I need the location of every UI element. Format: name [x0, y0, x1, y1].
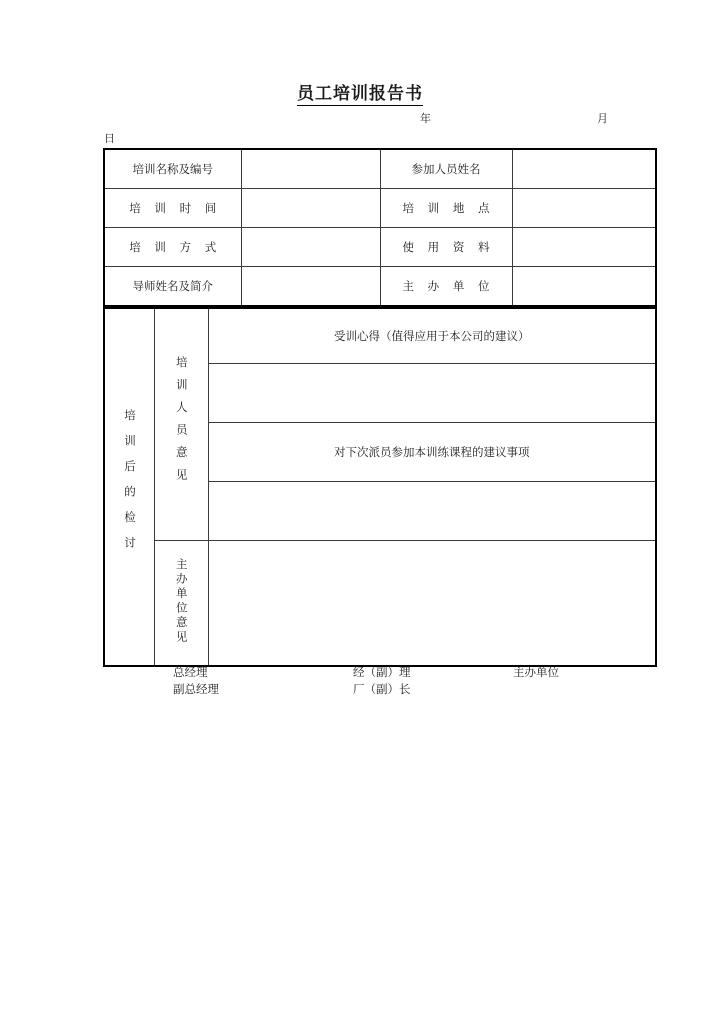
trainee-heading-experience: 受训心得（值得应用于本公司的建议）: [208, 308, 656, 364]
trainee-heading-suggestions: 对下次派员参加本训练课程的建议事项: [208, 423, 656, 482]
field-value-organizer-unit[interactable]: [512, 267, 656, 307]
field-value-training-method[interactable]: [241, 228, 380, 267]
field-label-organizer-unit: 主 办 单 位: [380, 267, 512, 307]
field-value-instructor-info[interactable]: [241, 267, 380, 307]
field-label-instructor-info: 导师姓名及简介: [104, 267, 241, 307]
review-section-label-trainee: [154, 308, 208, 541]
field-label-training-place: 培 训 地 点: [380, 189, 512, 228]
field-label-materials-used: 使 用 资 料: [380, 228, 512, 267]
post-training-review-table: [103, 307, 657, 667]
field-value-participant-name[interactable]: [512, 149, 656, 189]
review-section-label-organizer: [154, 541, 208, 667]
signature-area: [103, 664, 655, 704]
table-row: [104, 228, 656, 267]
table-row: [104, 189, 656, 228]
organizer-opinion-area[interactable]: [208, 541, 656, 667]
field-label-training-time: 培 训 时 间: [104, 189, 241, 228]
date-year-label: 年: [420, 112, 431, 125]
field-value-training-time[interactable]: [241, 189, 380, 228]
signature-line-1: 总经理: [173, 665, 208, 679]
signature-line-1: 经（副）理: [353, 665, 411, 679]
signature-block-manager: [353, 664, 411, 698]
signature-block-general-manager: [173, 664, 219, 698]
signature-line-1: 主办单位: [513, 665, 559, 679]
table-row: [104, 541, 656, 667]
organizer-label-text: 主办单位意见: [174, 558, 189, 645]
page-title: 员工培训报告书: [297, 84, 423, 104]
field-value-materials-used[interactable]: [512, 228, 656, 267]
signature-line-2: 厂（副）长: [353, 682, 411, 696]
signature-line-2: 副总经理: [173, 682, 219, 696]
field-label-training-name: 培训名称及编号: [104, 149, 241, 189]
review-section-label-outer: [104, 308, 154, 666]
field-value-training-name[interactable]: [241, 149, 380, 189]
training-info-table: [103, 148, 657, 307]
date-month-label: 月: [597, 112, 608, 125]
field-label-training-method: 培 训 方 式: [104, 228, 241, 267]
trainee-answer-suggestions[interactable]: [208, 482, 656, 541]
date-day-label: 日: [104, 132, 115, 145]
trainee-answer-experience[interactable]: [208, 364, 656, 423]
table-row: [104, 308, 656, 364]
field-label-participant-name: 参加人员姓名: [380, 149, 512, 189]
trainee-label-text: 培训人员意见: [174, 355, 189, 491]
signature-block-organizer-unit: [513, 664, 559, 681]
table-row: [104, 149, 656, 189]
table-row: [104, 267, 656, 307]
outer-label-text: 培训后的检讨: [123, 409, 137, 562]
field-value-training-place[interactable]: [512, 189, 656, 228]
title-row: [0, 84, 720, 106]
